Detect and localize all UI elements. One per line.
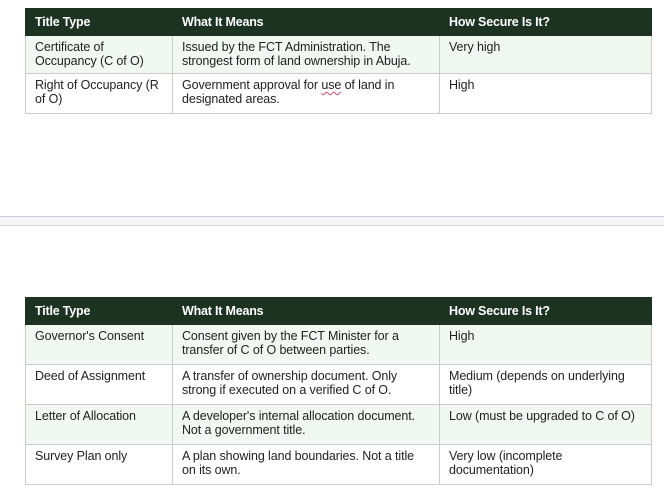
cell-meaning[interactable]: Issued by the FCT Administration. The strongest form of land ownership in Abuja.: [173, 36, 440, 74]
cell-title-type[interactable]: Letter of Allocation: [26, 405, 173, 445]
table-row: [26, 365, 652, 405]
cell-title-type[interactable]: Right of Occupancy (R of O): [26, 74, 173, 114]
page-break-bottom-edge: [0, 225, 664, 226]
cell-title-type[interactable]: Certificate of Occupancy (C of O): [26, 36, 173, 74]
cell-security[interactable]: High: [440, 74, 652, 114]
header-how-secure: How Secure Is It?: [440, 9, 652, 36]
header-how-secure: How Secure Is It?: [440, 298, 652, 325]
land-title-table-1: [25, 8, 652, 114]
cell-meaning[interactable]: A transfer of ownership document. Only strong if executed on a verified C of O.: [173, 365, 440, 405]
cell-security[interactable]: Medium (depends on underlying title): [440, 365, 652, 405]
cell-meaning[interactable]: [173, 74, 440, 114]
cell-meaning[interactable]: A developer's internal allocation document. Not a government title.: [173, 405, 440, 445]
header-title-type: Title Type: [26, 9, 173, 36]
meaning-text-before: Government approval for: [182, 78, 322, 92]
table-header-row: [26, 9, 652, 36]
header-what-it-means: What It Means: [173, 298, 440, 325]
table-row: [26, 36, 652, 74]
header-what-it-means: What It Means: [173, 9, 440, 36]
table-header-row: [26, 298, 652, 325]
meaning-text-after: of land in designated areas.: [182, 78, 395, 106]
table-row: [26, 74, 652, 114]
cell-security[interactable]: Low (must be upgraded to C of O): [440, 405, 652, 445]
spellcheck-flagged-word[interactable]: use: [321, 78, 342, 92]
table-row: [26, 405, 652, 445]
cell-title-type[interactable]: Governor's Consent: [26, 325, 173, 365]
header-title-type: Title Type: [26, 298, 173, 325]
table-row: [26, 325, 652, 365]
cell-security[interactable]: Very low (incomplete documentation): [440, 445, 652, 485]
page-break-gap: [0, 217, 664, 225]
table-row: [26, 445, 652, 485]
cell-security[interactable]: Very high: [440, 36, 652, 74]
cell-title-type[interactable]: Deed of Assignment: [26, 365, 173, 405]
cell-title-type[interactable]: Survey Plan only: [26, 445, 173, 485]
cell-meaning[interactable]: A plan showing land boundaries. Not a title on its own.: [173, 445, 440, 485]
land-title-table-2: [25, 297, 652, 485]
cell-security[interactable]: High: [440, 325, 652, 365]
cell-meaning[interactable]: Consent given by the FCT Minister for a transfer of C of O between parties.: [173, 325, 440, 365]
